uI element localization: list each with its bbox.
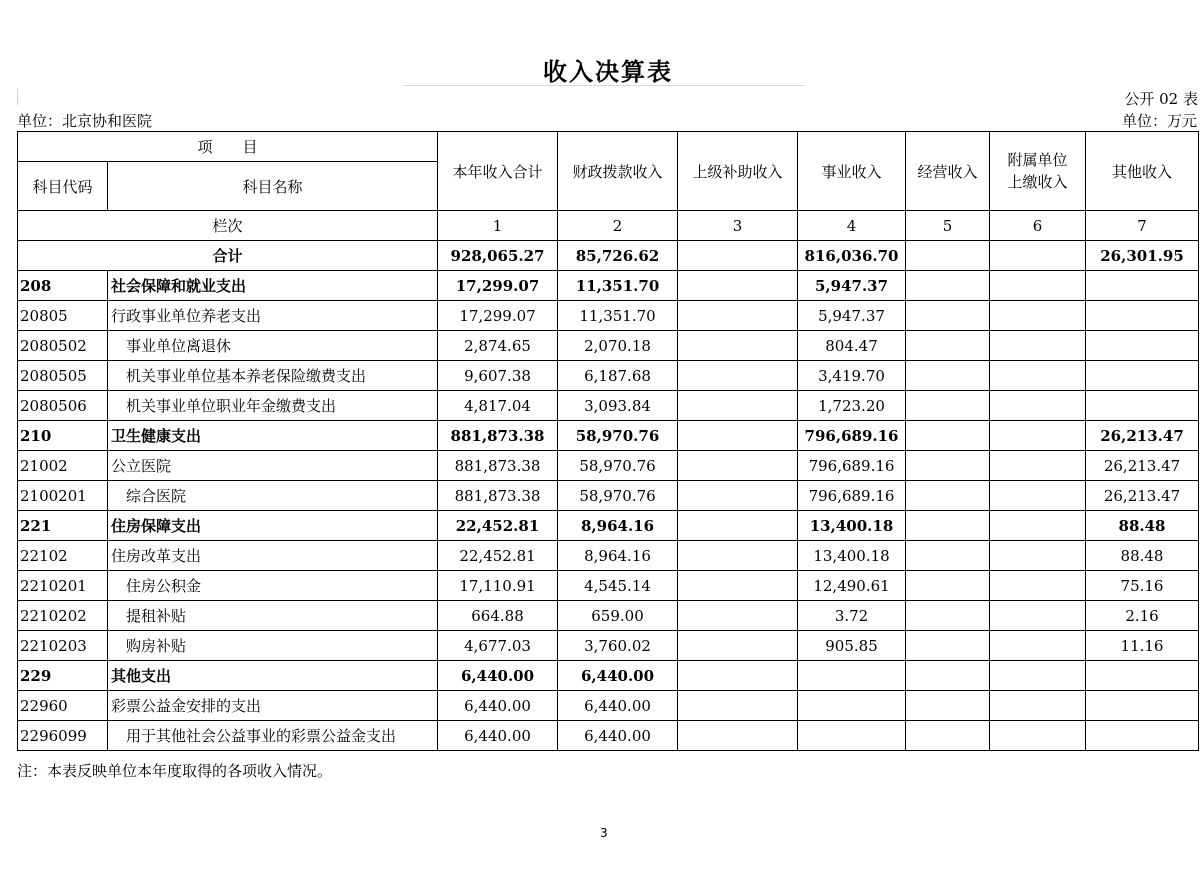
row-value: 796,689.16: [798, 451, 906, 481]
row-value: 1,723.20: [798, 391, 906, 421]
table-row: [18, 361, 1199, 391]
row-value: 11.16: [1086, 631, 1199, 661]
column-number: 6: [990, 211, 1086, 241]
row-name: 行政事业单位养老支出: [108, 301, 438, 331]
row-value: [678, 301, 798, 331]
row-value: [678, 601, 798, 631]
row-value: [990, 271, 1086, 301]
row-value: 17,299.07: [438, 301, 558, 331]
row-value: [990, 661, 1086, 691]
row-code: 20805: [18, 301, 108, 331]
row-code: 22102: [18, 541, 108, 571]
row-value: [906, 661, 990, 691]
row-value: [1086, 361, 1199, 391]
row-value: [678, 721, 798, 751]
column-number: 3: [678, 211, 798, 241]
row-value: [678, 481, 798, 511]
row-value: 11,351.70: [558, 301, 678, 331]
row-value: 4,677.03: [438, 631, 558, 661]
row-value: [1086, 271, 1199, 301]
row-value: 13,400.18: [798, 541, 906, 571]
row-value: [990, 451, 1086, 481]
row-value: [990, 571, 1086, 601]
row-value: [990, 481, 1086, 511]
footnote: 注：本表反映单位本年度取得的各项收入情况。: [17, 762, 333, 780]
organization-unit: 单位：北京协和医院: [17, 112, 153, 130]
row-value: [1086, 301, 1199, 331]
row-value: 58,970.76: [558, 451, 678, 481]
row-value: [1086, 331, 1199, 361]
table-row: [18, 271, 1199, 301]
row-name: 彩票公益金安排的支出: [108, 691, 438, 721]
row-value: [798, 721, 906, 751]
row-value: 804.47: [798, 331, 906, 361]
row-value: [678, 511, 798, 541]
row-name: 机关事业单位基本养老保险缴费支出: [108, 361, 438, 391]
total-label: 合计: [18, 241, 438, 271]
row-value: 26,213.47: [1086, 451, 1199, 481]
row-code: 210: [18, 421, 108, 451]
row-value: 2,070.18: [558, 331, 678, 361]
row-value: 905.85: [798, 631, 906, 661]
row-name: 提租补贴: [108, 601, 438, 631]
title-divider: [403, 85, 805, 86]
row-value: [798, 661, 906, 691]
row-value: [990, 421, 1086, 451]
row-value: 796,689.16: [798, 421, 906, 451]
row-value: 5,947.37: [798, 301, 906, 331]
table-row: [18, 631, 1199, 661]
row-value: [906, 451, 990, 481]
total-cell: 928,065.27: [438, 241, 558, 271]
row-code: 2100201: [18, 481, 108, 511]
row-code: 2210203: [18, 631, 108, 661]
row-code: 2210201: [18, 571, 108, 601]
row-value: 26,213.47: [1086, 481, 1199, 511]
row-value: [1086, 661, 1199, 691]
row-value: [678, 391, 798, 421]
row-code: 2080505: [18, 361, 108, 391]
row-value: 88.48: [1086, 541, 1199, 571]
row-code: 22960: [18, 691, 108, 721]
row-value: 3,093.84: [558, 391, 678, 421]
row-value: 58,970.76: [558, 481, 678, 511]
row-value: [906, 301, 990, 331]
row-value: [906, 361, 990, 391]
row-value: 88.48: [1086, 511, 1199, 541]
row-value: [678, 541, 798, 571]
total-cell: [678, 241, 798, 271]
row-value: 58,970.76: [558, 421, 678, 451]
row-value: [990, 391, 1086, 421]
row-value: [990, 511, 1086, 541]
row-value: 17,299.07: [438, 271, 558, 301]
row-value: 664.88: [438, 601, 558, 631]
row-name: 住房公积金: [108, 571, 438, 601]
row-value: [906, 691, 990, 721]
page-number: 3: [600, 826, 608, 840]
row-value: [990, 541, 1086, 571]
total-cell: 85,726.62: [558, 241, 678, 271]
row-value: 13,400.18: [798, 511, 906, 541]
row-value: [990, 631, 1086, 661]
row-value: [678, 631, 798, 661]
row-value: 26,213.47: [1086, 421, 1199, 451]
row-value: [678, 691, 798, 721]
page-title: 收入决算表: [543, 58, 673, 86]
table-row: [18, 451, 1199, 481]
row-code: 21002: [18, 451, 108, 481]
row-value: [1086, 391, 1199, 421]
table-row: [18, 301, 1199, 331]
table-row: [18, 721, 1199, 751]
table-row: [18, 661, 1199, 691]
row-value: 9,607.38: [438, 361, 558, 391]
total-cell: 816,036.70: [798, 241, 906, 271]
header-name: 科目名称: [108, 162, 438, 211]
row-value: 3,419.70: [798, 361, 906, 391]
row-name: 事业单位离退休: [108, 331, 438, 361]
row-name: 卫生健康支出: [108, 421, 438, 451]
row-value: [990, 361, 1086, 391]
row-value: [678, 271, 798, 301]
row-value: 6,440.00: [438, 721, 558, 751]
row-value: 11,351.70: [558, 271, 678, 301]
row-value: 8,964.16: [558, 511, 678, 541]
row-value: 6,440.00: [558, 661, 678, 691]
row-code: 208: [18, 271, 108, 301]
row-value: [906, 511, 990, 541]
row-value: [906, 571, 990, 601]
row-value: [678, 661, 798, 691]
row-name: 综合医院: [108, 481, 438, 511]
total-cell: 26,301.95: [1086, 241, 1199, 271]
row-value: 22,452.81: [438, 541, 558, 571]
table-row: [18, 691, 1199, 721]
row-value: [1086, 721, 1199, 751]
currency-unit: 单位：万元: [1121, 112, 1197, 130]
row-value: [678, 361, 798, 391]
row-name: 用于其他社会公益事业的彩票公益金支出: [108, 721, 438, 751]
table-row: [18, 571, 1199, 601]
row-value: 2,874.65: [438, 331, 558, 361]
row-value: [906, 601, 990, 631]
column-number: 1: [438, 211, 558, 241]
column-number: 2: [558, 211, 678, 241]
row-name: 其他支出: [108, 661, 438, 691]
row-code: 229: [18, 661, 108, 691]
header-col-affiliate: 附属单位 上缴收入: [990, 132, 1086, 211]
row-value: 8,964.16: [558, 541, 678, 571]
column-number: 4: [798, 211, 906, 241]
row-value: [990, 691, 1086, 721]
table-row: [18, 481, 1199, 511]
header-col-other: 其他收入: [1086, 132, 1199, 211]
row-value: 796,689.16: [798, 481, 906, 511]
row-value: [906, 271, 990, 301]
table-row: [18, 601, 1199, 631]
row-name: 住房改革支出: [108, 541, 438, 571]
row-code: 2080502: [18, 331, 108, 361]
row-value: [678, 421, 798, 451]
header-col-superior-subsidy: 上级补助收入: [678, 132, 798, 211]
row-value: 6,440.00: [438, 661, 558, 691]
row-name: 社会保障和就业支出: [108, 271, 438, 301]
row-value: [990, 331, 1086, 361]
row-code: 2080506: [18, 391, 108, 421]
table-row: [18, 541, 1199, 571]
row-value: 881,873.38: [438, 421, 558, 451]
row-value: 3.72: [798, 601, 906, 631]
row-value: 2.16: [1086, 601, 1199, 631]
row-code: 2296099: [18, 721, 108, 751]
row-value: 6,440.00: [438, 691, 558, 721]
row-name: 住房保障支出: [108, 511, 438, 541]
row-value: [906, 391, 990, 421]
header-col-total: 本年收入合计: [438, 132, 558, 211]
row-value: [906, 331, 990, 361]
total-cell: [906, 241, 990, 271]
row-name: 购房补贴: [108, 631, 438, 661]
header-col-business: 事业收入: [798, 132, 906, 211]
row-value: 3,760.02: [558, 631, 678, 661]
row-value: [798, 691, 906, 721]
header-item: 项 目: [18, 132, 438, 162]
row-value: 22,452.81: [438, 511, 558, 541]
row-value: 6,440.00: [558, 691, 678, 721]
row-value: 881,873.38: [438, 481, 558, 511]
row-value: [1086, 691, 1199, 721]
row-code: 221: [18, 511, 108, 541]
row-value: 12,490.61: [798, 571, 906, 601]
row-value: [990, 301, 1086, 331]
table-row: [18, 391, 1199, 421]
row-value: 881,873.38: [438, 451, 558, 481]
row-name: 机关事业单位职业年金缴费支出: [108, 391, 438, 421]
row-value: 4,545.14: [558, 571, 678, 601]
row-value: [906, 421, 990, 451]
row-value: 75.16: [1086, 571, 1199, 601]
row-value: 5,947.37: [798, 271, 906, 301]
row-value: 17,110.91: [438, 571, 558, 601]
row-value: 4,817.04: [438, 391, 558, 421]
row-value: 659.00: [558, 601, 678, 631]
row-value: [906, 541, 990, 571]
row-value: [990, 721, 1086, 751]
header-col-operating: 经营收入: [906, 132, 990, 211]
row-value: [678, 331, 798, 361]
row-value: 6,187.68: [558, 361, 678, 391]
total-cell: [990, 241, 1086, 271]
row-value: [990, 601, 1086, 631]
row-name: 公立医院: [108, 451, 438, 481]
table-row: [18, 511, 1199, 541]
row-value: [678, 451, 798, 481]
table-row: [18, 421, 1199, 451]
income-table: [17, 131, 1199, 751]
form-number: 公开 02 表: [1124, 90, 1198, 108]
row-value: [906, 631, 990, 661]
header-col-fiscal: 财政拨款收入: [558, 132, 678, 211]
row-value: [906, 721, 990, 751]
row-code: 2210202: [18, 601, 108, 631]
margin-tick: [17, 89, 18, 105]
row-value: [906, 481, 990, 511]
row-value: 6,440.00: [558, 721, 678, 751]
column-number: 7: [1086, 211, 1199, 241]
row-value: [678, 571, 798, 601]
header-code: 科目代码: [18, 162, 108, 211]
column-number: 5: [906, 211, 990, 241]
column-row-label: 栏次: [18, 211, 438, 241]
table-row: [18, 331, 1199, 361]
